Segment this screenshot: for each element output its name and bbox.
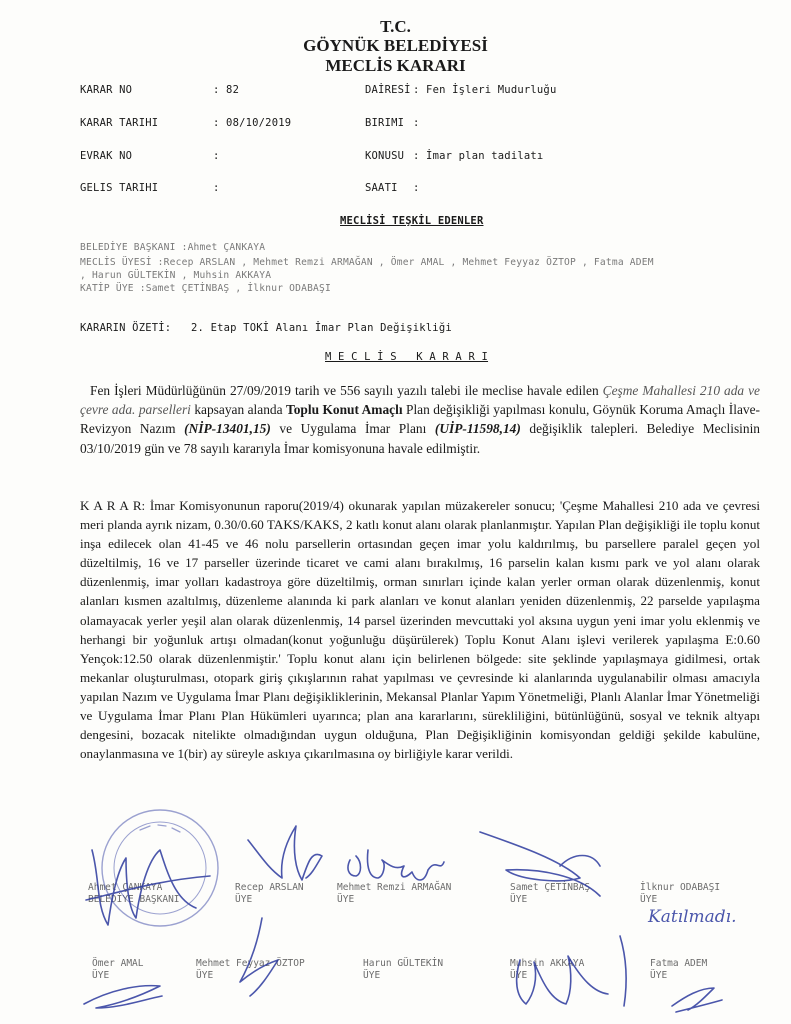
karar-tarihi-label: KARAR TARIHI <box>80 117 159 129</box>
summary-label: KARARIN ÖZETİ: <box>80 322 172 334</box>
gelis-tarihi-value: : <box>213 182 220 194</box>
signatory-name: Fatma ADEM <box>650 958 708 969</box>
gelis-tarihi-label: GELIS TARIHI <box>80 182 159 194</box>
signatory-role: BELEDİYE BAŞKANI <box>88 894 180 905</box>
signatory-name: Ahmet ÇANKAYA <box>88 882 163 893</box>
signature-akkaya <box>517 936 626 1006</box>
signature-oztop <box>240 918 278 996</box>
saati-value: : <box>413 182 420 194</box>
text-run: ve Uygulama İmar Planı <box>270 421 435 437</box>
signatory-name: Harun GÜLTEKİN <box>363 958 444 969</box>
signatory-role: ÜYE <box>510 970 528 981</box>
text-run: Fen İşleri Müdürlüğünün 27/09/2019 tarih ve 556 sayılı yazılı talebi ile meclise havale edilen <box>90 383 603 398</box>
signature-arslan <box>248 826 322 880</box>
council-clerks: KATİP ÜYE :Samet ÇETİNBAŞ , İlknur ODABAŞI <box>80 283 331 294</box>
signatory-name: Ömer AMAL <box>92 958 144 969</box>
karar-lead: K A R A R: <box>80 498 146 513</box>
signature-amal <box>84 986 162 1008</box>
signature-armagan <box>348 850 444 880</box>
signatory-role: ÜYE <box>510 894 528 905</box>
evrak-no-label: EVRAK NO <box>80 150 133 162</box>
saati-label: SAATI <box>365 182 398 194</box>
signature-cetinbas <box>480 832 600 896</box>
council-mayor: BELEDİYE BAŞKANI :Ahmet ÇANKAYA <box>80 242 266 253</box>
council-title: MECLİSİ TEŞKİL EDENLER <box>340 215 484 227</box>
bold-run: Toplu Konut Amaçlı <box>286 402 403 418</box>
signatory-role: ÜYE <box>640 894 658 905</box>
signatory-role: ÜYE <box>363 970 381 981</box>
italic-run: Çeşme Mahallesi 210 ada ve çevre ada. parselleri <box>80 383 760 418</box>
signatory-name: İlknur ODABAŞI <box>640 882 721 893</box>
plan-code-nazim: (NİP-13401,15) <box>184 421 271 437</box>
signatory-role: ÜYE <box>337 894 355 905</box>
signatory-role: ÜYE <box>235 894 253 905</box>
summary-text: 2. Etap TOKİ Alanı İmar Plan Değişikliği <box>191 322 452 334</box>
text-run: Plan değişikliği yapılması konulu, Göynük Koruma Amaçlı İlave-Revizyon Nazım <box>80 402 760 437</box>
decision-title: M E C L İ S K A R A R I <box>325 351 489 363</box>
decision-text: İmar Komisyonunun raporu(2019/4) okunarak yapılan müzakereler sonucu; 'Çeşme Mahallesi 210 ada ve çevresi meri planda ayrık nizam, 0.30/0.60 TAKS/KAKS, 2 katlı konut alanı olarak planlanmıştır. Yapılan Plan değişikliği ile toplu konut inşa edilecek olan 41-45 ve 46 nolu parsellerin ortasından geçen imar yolu kaldırılmış, bu parsellere paralel geçen yol düzeltilmiş, 16 ve 17 parseller üzerinde ticaret ve cami alanı bırakılmış, 16 parselin kalan kısmı park ve yol alanı olarak düzenlenmiş, imar yolları kadastroya göre düzeltilmiş, orman sınırları içinde kalan yerler orman olarak düzenlenmiş, konut alanları kısmen azaltılmış, düzenleme alanında ki park alanları ve konut alanları yeniden düzenlenmiş, 22 parselde yapılaşma olamayacak yerler yeşil alan olarak düzenlenmiş, 14 parsel üzerinden mevcuttaki yol aksına uygun yeni imar yolu eklenmiş ve herhangi bir yoğunluk artışı olmadan(konut yoğunluğu düşürülerek) Toplu Konut Alanı işlevi verilerek yapılaşma E:0.60 Yençok:12.50 olarak düzenlenmiştir.' Toplu konut alanı için belirlenen bölgede: site şeklinde yapılaşmaya gidilmesi, ortak mekanlar oluşturulması, otopark giriş çıkışlarının rahat yapılması ve çevresinde ki alanlarında uygulanabilir olması amacıyla yapılan Nazım ve Uygulama İmar Planı değişikliklerinin, Mekansal Planlar Yapım Yönetmeliği, Planlı Alanlar İmar Yönetmeliği ve Uygulama İmar Planı Plan Hükümleri uyarınca; plan ana kararlarını, sürekliliğini, bütünlüğünü, sosyal ve teknik altyapı dengesini, bozacak nitelikte olmadığından uygun olduğuna, Plan Değişikliğinin komisyondan geldiği şekilde kabulüne, onaylanmasına ve 1(bir) ay süreyle askıya çıkarılmasına oy birliğiyle karar verildi. <box>80 498 760 762</box>
signatory-role: ÜYE <box>92 970 110 981</box>
header-municipality: GÖYNÜK BELEDİYESİ <box>303 36 488 55</box>
handwritten-note-katilmadi: Katılmadı. <box>648 907 737 927</box>
karar-no-label: KARAR NO <box>80 84 133 96</box>
birimi-value: : <box>413 117 420 129</box>
signatory-name: Muhsin AKKAYA <box>510 958 585 969</box>
konusu-label: KONUSU <box>365 150 405 162</box>
header-tc: T.C. <box>380 17 411 36</box>
header-title: MECLİS KARARI <box>325 56 466 75</box>
signature-adem <box>672 988 722 1012</box>
karar-no-value: : 82 <box>213 84 240 96</box>
council-members: MECLİS ÜYESİ :Recep ARSLAN , Mehmet Remzi ARMAĞAN , Ömer AMAL , Mehmet Feyyaz ÖZTOP , Fatma ADEM <box>80 257 654 268</box>
birimi-label: BIRIMI <box>365 117 405 129</box>
text-run: değişiklik talepleri. Belediye Meclisinin 03/10/2019 gün ve 78 sayılı kararıyla İmar komisyonuna havale edilmiştir. <box>80 421 760 456</box>
municipal-stamp <box>102 810 218 926</box>
signatory-name: Mehmet Remzi ARMAĞAN <box>337 882 452 893</box>
dairesi-label: DAİRESİ <box>365 84 411 96</box>
signatory-name: Mehmet Feyyaz ÖZTOP <box>196 958 305 969</box>
konusu-value: : İmar plan tadilatı <box>413 150 544 162</box>
text-run: kapsayan alanda <box>190 402 286 418</box>
dairesi-value: : Fen İşleri Mudurluğu <box>413 84 557 96</box>
signatory-role: ÜYE <box>196 970 214 981</box>
evrak-no-value: : <box>213 150 220 162</box>
signature-mayor <box>92 850 196 925</box>
plan-code-uygulama: (UİP-11598,14) <box>434 421 521 437</box>
signatory-role: ÜYE <box>650 970 668 981</box>
signatory-name: Samet ÇETİNBAŞ <box>510 882 591 893</box>
signatory-name: Recep ARSLAN <box>235 882 304 893</box>
council-members-cont: , Harun GÜLTEKİN , Muhsin AKKAYA <box>80 270 272 281</box>
karar-tarihi-value: : 08/10/2019 <box>213 117 292 129</box>
